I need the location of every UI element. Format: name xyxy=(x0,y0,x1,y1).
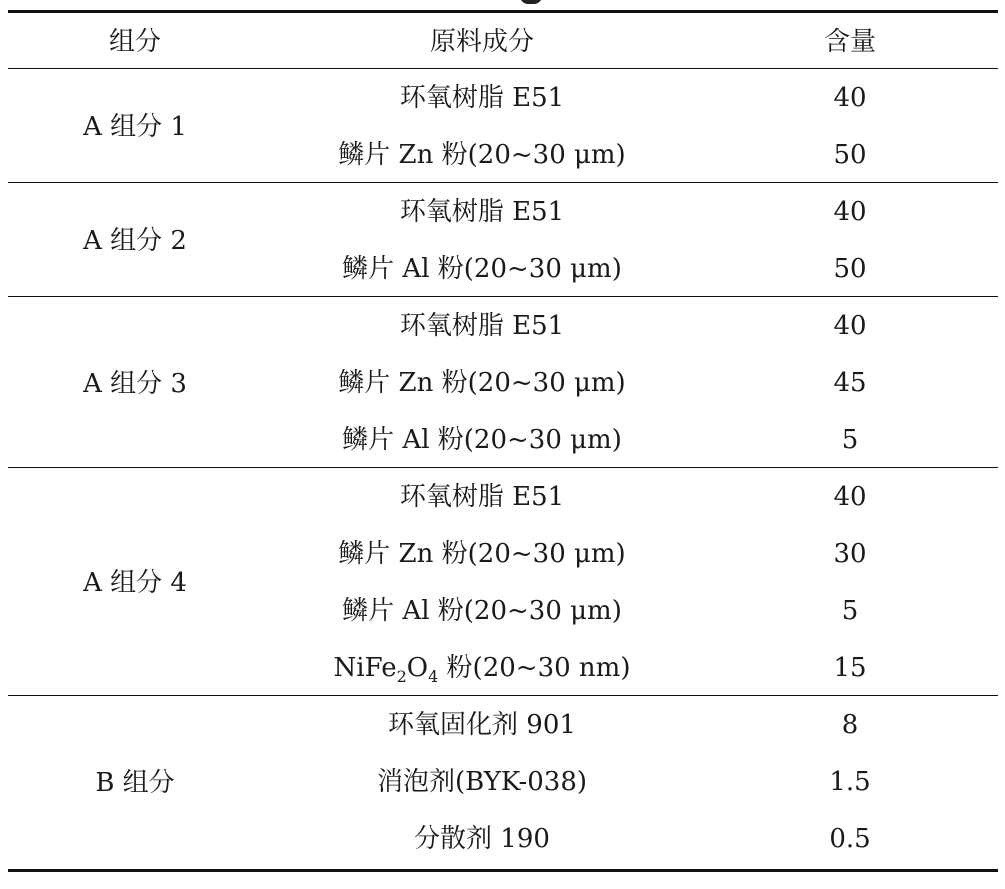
material-cell: 分散剂 190 xyxy=(414,824,550,854)
formula-part: NiFe xyxy=(333,653,397,683)
group-name: A 组分 4 xyxy=(83,568,187,598)
group-divider xyxy=(8,695,998,696)
group-name: A 组分 3 xyxy=(83,369,187,399)
material-cell: 鳞片 Al 粉(20~30 μm) xyxy=(342,596,622,626)
header-rule xyxy=(8,68,998,69)
amount-cell: 40 xyxy=(833,197,867,227)
group-divider xyxy=(8,467,998,468)
amount-cell: 1.5 xyxy=(829,767,871,797)
material-cell: 鳞片 Al 粉(20~30 μm) xyxy=(342,425,622,455)
table-top-rule xyxy=(8,10,998,13)
material-cell: 鳞片 Zn 粉(20~30 μm) xyxy=(338,140,626,170)
amount-cell: 45 xyxy=(833,368,867,398)
group-name: A 组分 2 xyxy=(83,226,187,256)
formula-subscript: 2 xyxy=(396,667,407,686)
material-cell: 环氧树脂 E51 xyxy=(399,311,565,341)
header-material: 原料成分 xyxy=(429,27,534,57)
material-cell: 环氧固化剂 901 xyxy=(388,710,576,740)
group-name: B 组分 xyxy=(95,768,175,798)
amount-cell: 40 xyxy=(833,83,867,113)
amount-cell: 40 xyxy=(833,311,867,341)
caption-glyph-fragment xyxy=(520,0,542,4)
formula-subscript: 4 xyxy=(428,667,439,686)
amount-cell: 5 xyxy=(841,596,859,626)
amount-cell: 15 xyxy=(833,653,867,683)
amount-cell: 5 xyxy=(841,425,859,455)
amount-cell: 50 xyxy=(833,140,867,170)
formula-part: O xyxy=(406,653,429,683)
group-divider xyxy=(8,296,998,297)
cropped-caption-fragment xyxy=(0,0,1005,8)
amount-cell: 8 xyxy=(841,710,859,740)
amount-cell: 50 xyxy=(833,254,867,284)
formula-part: 粉(20~30 nm) xyxy=(438,653,631,683)
material-cell: 鳞片 Zn 粉(20~30 μm) xyxy=(338,368,626,398)
material-cell: 鳞片 Al 粉(20~30 μm) xyxy=(342,254,622,284)
material-cell: 环氧树脂 E51 xyxy=(399,83,565,113)
table-bottom-rule xyxy=(8,869,998,872)
material-cell: 消泡剂(BYK-038) xyxy=(376,767,588,797)
header-amount: 含量 xyxy=(823,27,876,57)
header-component: 组分 xyxy=(108,27,161,57)
material-cell: 环氧树脂 E51 xyxy=(399,197,565,227)
group-divider xyxy=(8,182,998,183)
amount-cell: 30 xyxy=(833,539,867,569)
amount-cell: 40 xyxy=(833,482,867,512)
material-cell: 鳞片 Zn 粉(20~30 μm) xyxy=(338,539,626,569)
material-cell-nife2o4 xyxy=(262,652,702,687)
amount-cell: 0.5 xyxy=(829,824,871,854)
group-name: A 组分 1 xyxy=(83,112,187,142)
material-cell: 环氧树脂 E51 xyxy=(399,482,565,512)
